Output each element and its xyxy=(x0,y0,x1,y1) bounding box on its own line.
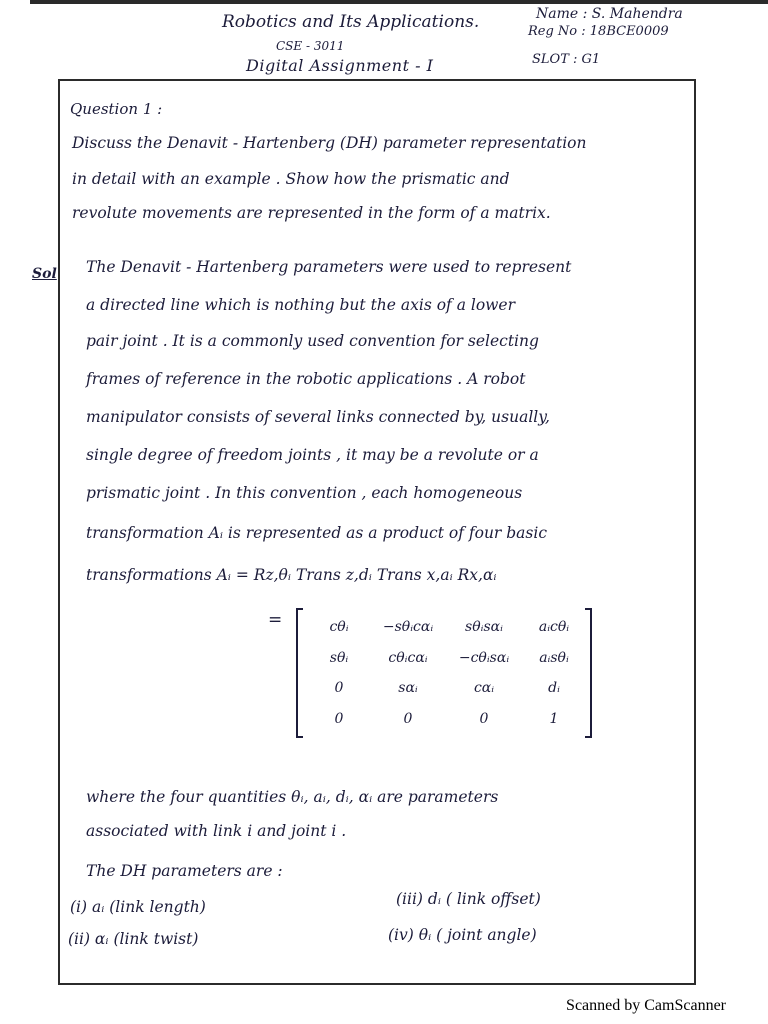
matrix-cell: cαᵢ xyxy=(473,680,495,697)
solution-line: transformations Aᵢ = Rz,θᵢ Trans z,dᵢ Trans x,aᵢ Rx,αᵢ xyxy=(86,566,497,584)
matrix-cell: cθᵢcαᵢ xyxy=(388,649,428,666)
matrix-cell: 0 xyxy=(334,680,344,697)
solution-line: pair joint . It is a commonly used convention for selecting xyxy=(86,332,539,350)
matrix-cell: 0 xyxy=(334,710,344,727)
solution-line: associated with link i and joint i . xyxy=(86,822,347,840)
solution-line: transformation Aᵢ is represented as a product of four basic xyxy=(86,524,548,542)
course-title: Robotics and Its Applications. xyxy=(222,12,480,32)
param-item: (i) aᵢ (link length) xyxy=(70,898,206,916)
params-heading: The DH parameters are : xyxy=(86,862,283,880)
question-line: revolute movements are represented in the form of a matrix. xyxy=(72,204,551,222)
student-name: Name : S. Mahendra xyxy=(536,6,683,22)
matrix-cell: 1 xyxy=(549,710,559,727)
matrix-cell: sαᵢ xyxy=(398,680,418,697)
transformation-matrix xyxy=(296,608,592,738)
solution-line: frames of reference in the robotic applications . A robot xyxy=(86,370,526,388)
solution-line: single degree of freedom joints , it may be a revolute or a xyxy=(86,446,539,464)
question-line: Discuss the Denavit - Hartenberg (DH) parameter representation xyxy=(72,134,587,152)
param-item: (iv) θᵢ ( joint angle) xyxy=(388,926,537,944)
course-code: CSE - 3011 xyxy=(276,39,345,53)
matrix-cell: cθᵢ xyxy=(329,619,349,636)
matrix-cell: aᵢsθᵢ xyxy=(539,649,569,666)
slot: SLOT : G1 xyxy=(532,52,601,67)
matrix-cell: sθᵢsαᵢ xyxy=(465,619,503,636)
param-item: (ii) αᵢ (link twist) xyxy=(68,930,199,948)
assignment-title: Digital Assignment - I xyxy=(246,56,434,75)
matrix-cell: 0 xyxy=(403,710,413,727)
scanner-watermark: Scanned by CamScanner xyxy=(566,997,726,1014)
question-line: in detail with an example . Show how the prismatic and xyxy=(72,170,510,188)
matrix-cell: sθᵢ xyxy=(329,649,349,666)
matrix-cell: −sθᵢcαᵢ xyxy=(382,619,434,636)
solution-line: manipulator consists of several links connected by, usually, xyxy=(86,408,550,426)
solution-label: Sol xyxy=(32,266,57,282)
matrix-cell: aᵢcθᵢ xyxy=(538,619,570,636)
solution-line: a directed line which is nothing but the axis of a lower xyxy=(86,296,516,314)
matrix-cell: 0 xyxy=(479,710,489,727)
solution-line: The Denavit - Hartenberg parameters were used to represent xyxy=(86,258,572,276)
param-item: (iii) dᵢ ( link offset) xyxy=(396,890,541,908)
matrix-cell: dᵢ xyxy=(548,680,560,697)
page-top-edge xyxy=(30,0,768,4)
registration-number: Reg No : 18BCE0009 xyxy=(528,24,669,39)
matrix-cell: −cθᵢsαᵢ xyxy=(458,649,510,666)
solution-line: where the four quantities θᵢ, aᵢ, dᵢ, αᵢ are parameters xyxy=(86,788,499,806)
solution-line: prismatic joint . In this convention , each homogeneous xyxy=(86,484,523,502)
question-heading: Question 1 : xyxy=(70,100,163,118)
matrix-equals-sign: = xyxy=(268,610,283,630)
